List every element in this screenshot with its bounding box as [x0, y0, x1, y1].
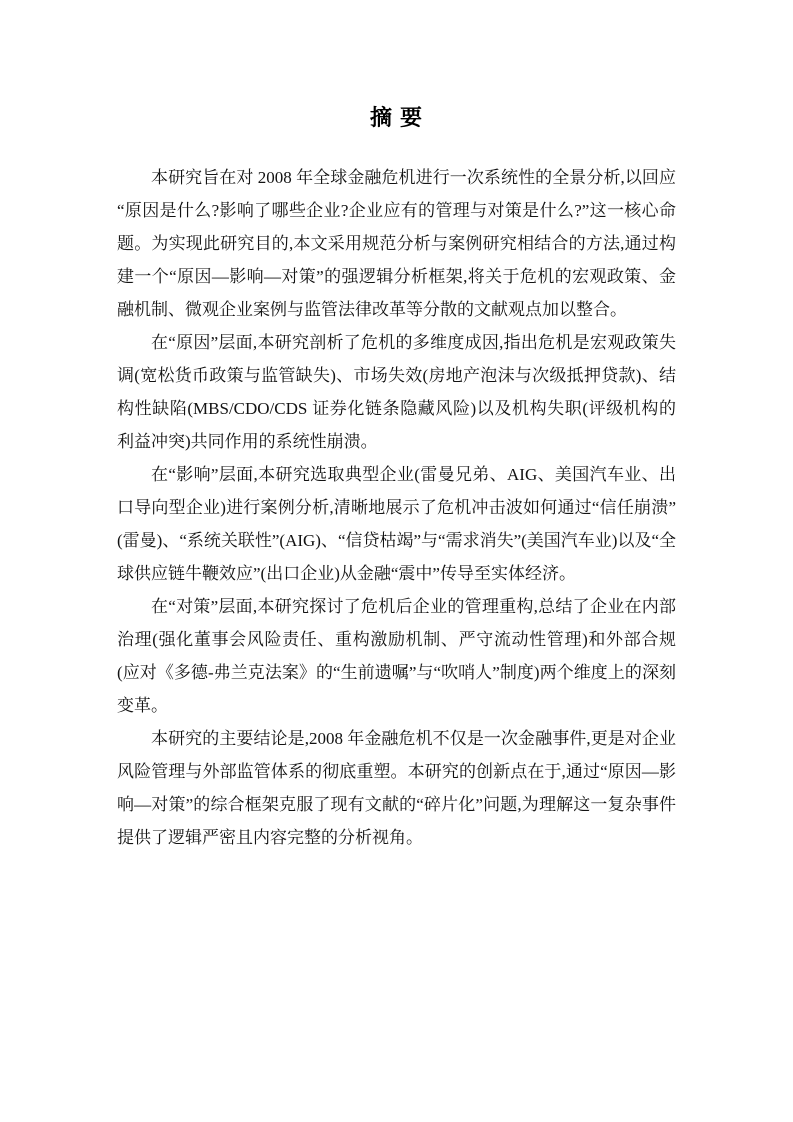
page-title: 摘 要 [369, 105, 424, 130]
abstract-paragraph-1: 本研究旨在对 2008 年全球金融危机进行一次系统性的全景分析,以回应“原因是什么?影响了哪些企业?企业应有的管理与对策是什么?”这一核心命题。为实现此研究目的,本文采用规范分析与案例研究相结合的方法,通过构建一个“原因—影响—对策”的强逻辑分析框架,将关于危机的宏观政策、金融机制、微观企业案例与监管法律改革等分散的文献观点加以整合。 [117, 168, 676, 319]
abstract-paragraph-4: 在“对策”层面,本研究探讨了危机后企业的管理重构,总结了企业在内部治理(强化董事会风险责任、重构激励机制、严守流动性管理)和外部合规(应对《多德-弗兰克法案》的“生前遗嘱”与“吹哨人”制度)两个维度上的深刻变革。 [117, 597, 676, 715]
abstract-paragraph-5: 本研究的主要结论是,2008 年金融危机不仅是一次金融事件,更是对企业风险管理与外部监管体系的彻底重塑。本研究的创新点在于,通过“原因—影响—对策”的综合框架克服了现有文献的“碎片化”问题,为理解这一复杂事件提供了逻辑严密且内容完整的分析视角。 [117, 729, 676, 847]
abstract-body [117, 161, 676, 854]
abstract-paragraph-2: 在“原因”层面,本研究剖析了危机的多维度成因,指出危机是宏观政策失调(宽松货币政策与监管缺失)、市场失效(房地产泡沫与次级抵押贷款)、结构性缺陷(MBS/CDO/CDS 证券化链条隐藏风险)以及机构失职(评级机构的利益冲突)共同作用的系统性崩溃。 [117, 333, 676, 451]
abstract-paragraph-3: 在“影响”层面,本研究选取典型企业(雷曼兄弟、AIG、美国汽车业、出口导向型企业)进行案例分析,清晰地展示了危机冲击波如何通过“信任崩溃”(雷曼)、“系统关联性”(AIG)、“信贷枯竭”与“需求消失”(美国汽车业)以及“全球供应链牛鞭效应”(出口企业)从金融“震中”传导至实体经济。 [117, 465, 676, 583]
